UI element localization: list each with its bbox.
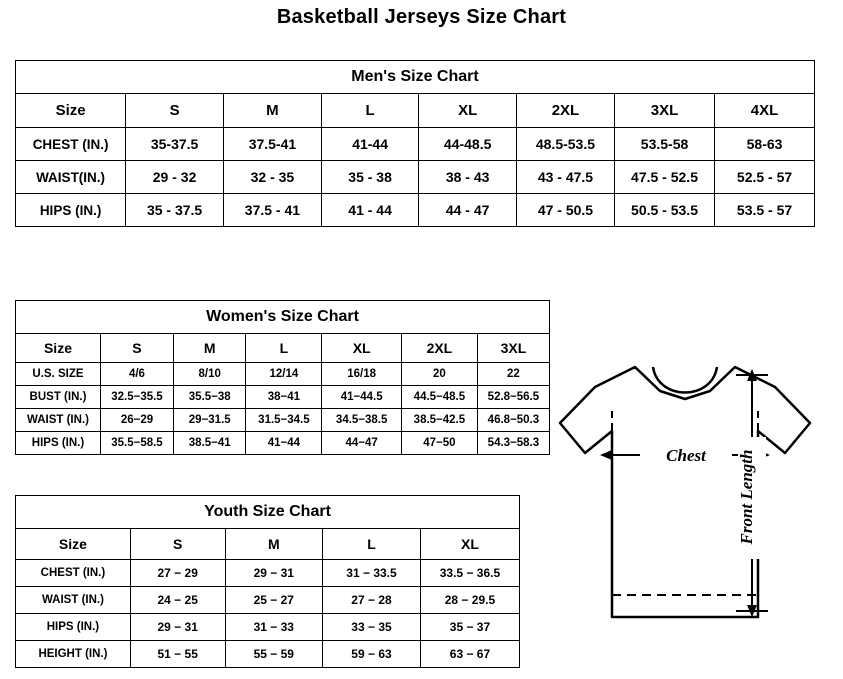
mens-size-chart-table	[15, 60, 815, 227]
cell-hips-s: 35 - 37.5	[126, 194, 224, 227]
column-header-m: M	[225, 529, 323, 560]
womens-size-chart-table	[15, 300, 550, 455]
cell-hips-s: 35.5−58.5	[100, 432, 173, 455]
cell-hips-xl: 35 − 37	[420, 614, 519, 641]
cell-hips-l: 33 − 35	[323, 614, 421, 641]
cell-hips-m: 31 − 33	[225, 614, 323, 641]
column-header-3xl: 3XL	[614, 94, 714, 128]
chest-arrow-left-head	[600, 450, 612, 460]
table-header-row	[16, 334, 550, 363]
cell-us-size-s: 4/6	[100, 363, 173, 386]
cell-us-size-xl: 16/18	[322, 363, 402, 386]
cell-hips-s: 29 − 31	[130, 614, 225, 641]
cell-hips-m: 37.5 - 41	[224, 194, 322, 227]
table-header-row	[16, 94, 815, 128]
row-label-hips: HIPS (IN.)	[16, 432, 101, 455]
cell-height-xl: 63 − 67	[420, 641, 519, 668]
cell-chest-l: 31 − 33.5	[323, 560, 421, 587]
cell-hips-2xl: 47 - 50.5	[516, 194, 614, 227]
cell-chest-xl: 33.5 − 36.5	[420, 560, 519, 587]
row-label-height: HEIGHT (IN.)	[16, 641, 131, 668]
table-title-row	[16, 496, 520, 529]
cell-height-m: 55 − 59	[225, 641, 323, 668]
column-header-l: L	[323, 529, 421, 560]
cell-waist-2xl: 43 - 47.5	[516, 161, 614, 194]
cell-us-size-2xl: 20	[401, 363, 477, 386]
cell-waist-l: 31.5−34.5	[246, 409, 322, 432]
table-row	[16, 363, 550, 386]
column-header-s: S	[130, 529, 225, 560]
cell-waist-l: 27 − 28	[323, 587, 421, 614]
front-length-measure-label: Front Length	[737, 449, 756, 545]
cell-us-size-l: 12/14	[246, 363, 322, 386]
cell-us-size-m: 8/10	[173, 363, 246, 386]
cell-bust-m: 35.5−38	[173, 386, 246, 409]
cell-waist-xl: 38 - 43	[419, 161, 517, 194]
cell-chest-s: 27 − 29	[130, 560, 225, 587]
cell-waist-2xl: 38.5−42.5	[401, 409, 477, 432]
column-header-size: Size	[16, 94, 126, 128]
row-label-us-size: U.S. SIZE	[16, 363, 101, 386]
row-label-waist: WAIST (IN.)	[16, 587, 131, 614]
row-label-chest: CHEST (IN.)	[16, 560, 131, 587]
column-header-3xl: 3XL	[477, 334, 549, 363]
table-row	[16, 161, 815, 194]
cell-waist-s: 29 - 32	[126, 161, 224, 194]
row-label-waist: WAIST(IN.)	[16, 161, 126, 194]
cell-waist-s: 24 − 25	[130, 587, 225, 614]
cell-chest-s: 35-37.5	[126, 128, 224, 161]
cell-chest-3xl: 53.5-58	[614, 128, 714, 161]
jersey-shirt-icon	[560, 367, 810, 617]
column-header-l: L	[246, 334, 322, 363]
column-header-size: Size	[16, 334, 101, 363]
cell-hips-m: 38.5−41	[173, 432, 246, 455]
table-row	[16, 560, 520, 587]
table-row	[16, 614, 520, 641]
row-label-hips: HIPS (IN.)	[16, 614, 131, 641]
cell-hips-4xl: 53.5 - 57	[715, 194, 815, 227]
column-header-4xl: 4XL	[715, 94, 815, 128]
cell-waist-m: 29−31.5	[173, 409, 246, 432]
cell-chest-2xl: 48.5-53.5	[516, 128, 614, 161]
cell-hips-l: 41 - 44	[321, 194, 418, 227]
column-header-xl: XL	[420, 529, 519, 560]
cell-waist-m: 32 - 35	[224, 161, 322, 194]
cell-chest-4xl: 58-63	[715, 128, 815, 161]
mens-chart-title: Men's Size Chart	[16, 61, 815, 94]
row-label-waist: WAIST (IN.)	[16, 409, 101, 432]
cell-height-s: 51 − 55	[130, 641, 225, 668]
cell-bust-l: 38−41	[246, 386, 322, 409]
cell-hips-xl: 44 - 47	[419, 194, 517, 227]
womens-chart-title: Women's Size Chart	[16, 301, 550, 334]
table-row	[16, 432, 550, 455]
cell-chest-m: 37.5-41	[224, 128, 322, 161]
column-header-xl: XL	[419, 94, 517, 128]
cell-bust-2xl: 44.5−48.5	[401, 386, 477, 409]
column-header-xl: XL	[322, 334, 402, 363]
table-row	[16, 641, 520, 668]
cell-us-size-3xl: 22	[477, 363, 549, 386]
cell-waist-3xl: 46.8−50.3	[477, 409, 549, 432]
cell-waist-s: 26−29	[100, 409, 173, 432]
cell-waist-xl: 28 − 29.5	[420, 587, 519, 614]
column-header-s: S	[100, 334, 173, 363]
cell-waist-3xl: 47.5 - 52.5	[614, 161, 714, 194]
cell-hips-3xl: 54.3−58.3	[477, 432, 549, 455]
table-row	[16, 386, 550, 409]
youth-chart-title: Youth Size Chart	[16, 496, 520, 529]
cell-bust-s: 32.5−35.5	[100, 386, 173, 409]
column-header-s: S	[126, 94, 224, 128]
column-header-size: Size	[16, 529, 131, 560]
cell-chest-m: 29 − 31	[225, 560, 323, 587]
cell-waist-m: 25 − 27	[225, 587, 323, 614]
page-title: Basketball Jerseys Size Chart	[276, 6, 567, 28]
cell-hips-xl: 44−47	[322, 432, 402, 455]
youth-size-chart-table	[15, 495, 520, 668]
cell-height-l: 59 − 63	[323, 641, 421, 668]
column-header-l: L	[321, 94, 418, 128]
row-label-hips: HIPS (IN.)	[16, 194, 126, 227]
cell-bust-xl: 41−44.5	[322, 386, 402, 409]
table-title-row	[16, 301, 550, 334]
cell-bust-3xl: 52.8−56.5	[477, 386, 549, 409]
cell-chest-xl: 44-48.5	[419, 128, 517, 161]
table-title-row	[16, 61, 815, 94]
column-header-2xl: 2XL	[516, 94, 614, 128]
table-row	[16, 409, 550, 432]
column-header-m: M	[224, 94, 322, 128]
cell-hips-2xl: 47−50	[401, 432, 477, 455]
column-header-2xl: 2XL	[401, 334, 477, 363]
jersey-measurement-diagram	[540, 345, 840, 665]
table-row	[16, 587, 520, 614]
table-row	[16, 194, 815, 227]
table-header-row	[16, 529, 520, 560]
row-label-bust: BUST (IN.)	[16, 386, 101, 409]
table-row	[16, 128, 815, 161]
cell-waist-4xl: 52.5 - 57	[715, 161, 815, 194]
cell-hips-3xl: 50.5 - 53.5	[614, 194, 714, 227]
row-label-chest: CHEST (IN.)	[16, 128, 126, 161]
cell-waist-xl: 34.5−38.5	[322, 409, 402, 432]
cell-waist-l: 35 - 38	[321, 161, 418, 194]
column-header-m: M	[173, 334, 246, 363]
chest-measure-label: Chest	[666, 446, 706, 465]
cell-chest-l: 41-44	[321, 128, 418, 161]
cell-hips-l: 41−44	[246, 432, 322, 455]
